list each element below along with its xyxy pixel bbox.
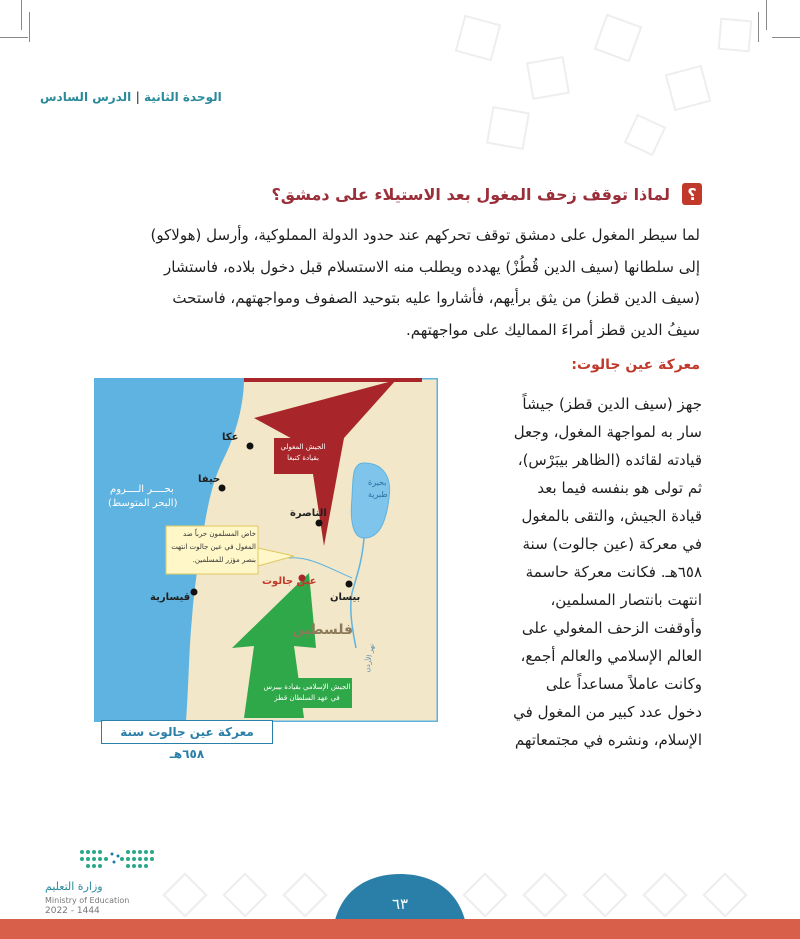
map-caption: معركة عين جالوت سنة ٦٥٨هـ bbox=[101, 720, 273, 744]
background-pattern bbox=[430, 0, 780, 170]
battle-paragraph bbox=[448, 390, 702, 754]
ministry-name-en: Ministry of Education bbox=[45, 896, 130, 905]
battle-note bbox=[168, 528, 256, 567]
mongol-army-label bbox=[274, 442, 332, 464]
battle-note-line: خاض المسلمون حرباً ضد bbox=[183, 530, 256, 538]
battle-line: ثم تولى هو بنفسه فيما بعد bbox=[537, 479, 702, 497]
header-separator: | bbox=[135, 90, 140, 104]
crop-mark bbox=[21, 0, 22, 30]
muslim-army-line: الجيش الإسلامي بقيادة بيبرس bbox=[263, 683, 351, 691]
map-label-acre: عكا bbox=[222, 432, 239, 443]
battle-line: وأوقفت الزحف المغولي على bbox=[521, 619, 702, 637]
map-label-caesarea: قيسارية bbox=[150, 592, 191, 603]
muslim-army-label bbox=[262, 682, 352, 704]
intro-paragraph bbox=[100, 220, 700, 346]
battle-note-line: بنصر مؤزر للمسلمين. bbox=[192, 556, 256, 564]
footer-bar bbox=[0, 919, 800, 939]
map-river-label: نهر الأردن bbox=[362, 643, 376, 673]
map-lake-label: بحيرة bbox=[368, 478, 387, 487]
intro-line: سيفُ الدين قطز أمراءَ المماليك على مواجهتهم. bbox=[405, 320, 700, 339]
map-label-baysan: بيسان bbox=[330, 592, 361, 603]
question-mark-icon bbox=[682, 183, 702, 205]
intro-line: (سيف الدين قطز) من يثق برأيهم، فأشاروا عليه بتوحيد الصفوف ومواجهتهم، فاستحث bbox=[172, 289, 700, 307]
mongol-army-line: الجيش المغولي bbox=[280, 443, 326, 451]
battle-line: وكانت عاملاً مساعداً على bbox=[545, 675, 702, 693]
intro-line: إلى سلطانها (سيف الدين قُطُزْ) يهدده ويطلب منه الاستسلام قبل دخول بلاده، فاستشار bbox=[164, 257, 700, 276]
map-lake-label: طبرية bbox=[368, 490, 388, 499]
section-title: لماذا توقف زحف المغول بعد الاستيلاء على دمشق؟ bbox=[271, 185, 670, 204]
map-label-nazareth: الناصرة bbox=[290, 508, 327, 519]
page-header bbox=[40, 90, 252, 104]
battle-line: قيادة الجيش، والتقى بالمغول bbox=[521, 507, 702, 525]
battle-line: انتهت بانتصار المسلمين، bbox=[550, 591, 702, 609]
battle-line: قيادته لقائده (الظاهر بيبَرْس)، bbox=[517, 451, 702, 469]
ministry-name-ar: وزارة التعليم bbox=[45, 880, 103, 893]
page-number: ٦٣ bbox=[391, 895, 409, 913]
battle-line: الإسلام، ونشره في مجتمعاتهم bbox=[514, 731, 702, 749]
intro-line: لما سيطر المغول على دمشق توقف تحركهم عند حدود الدولة المملوكية، وأرسل (هولاكو) bbox=[150, 226, 700, 244]
battle-note-line: المغول في عين جالوت انتهت bbox=[171, 543, 256, 551]
battle-line: العالم الإسلامي والعالم أجمع، bbox=[520, 647, 702, 665]
battle-line: سار به لمواجهة المغول، وجعل bbox=[513, 423, 702, 441]
lesson-label: الدرس السادس bbox=[40, 90, 132, 104]
edition-year: 2022 - 1444 bbox=[45, 906, 100, 916]
battle-map bbox=[94, 378, 438, 722]
battle-line: ٦٥٨هـ. فكانت معركة حاسمة bbox=[525, 563, 702, 581]
battle-line: دخول عدد كبير من المغول في bbox=[513, 703, 702, 721]
mongol-army-line: بقيادة كتبغا bbox=[287, 454, 319, 462]
map-sea-label: بحــــر الــــروم bbox=[110, 484, 174, 495]
battle-line: جهز (سيف الدين قطز) جيشاً bbox=[522, 395, 702, 413]
map-sea-label: (البحر المتوسط) bbox=[108, 498, 178, 509]
crop-mark bbox=[29, 12, 30, 42]
svg-text:؟: ؟ bbox=[687, 185, 697, 204]
map-label-haifa: حيفا bbox=[198, 474, 221, 485]
map-label-palestine: فلسطين bbox=[292, 622, 354, 638]
ministry-logo bbox=[78, 848, 158, 874]
battle-subtitle: معركة عين جالوت: bbox=[571, 357, 700, 373]
battle-line: في معركة (عين جالوت) سنة bbox=[522, 535, 702, 553]
crop-mark bbox=[0, 37, 28, 38]
unit-label: الوحدة الثانية bbox=[144, 90, 222, 104]
map-label-ain-jalut: عين جالوت bbox=[262, 576, 317, 587]
muslim-army-line: في عهد السلطان قطز bbox=[274, 694, 340, 702]
